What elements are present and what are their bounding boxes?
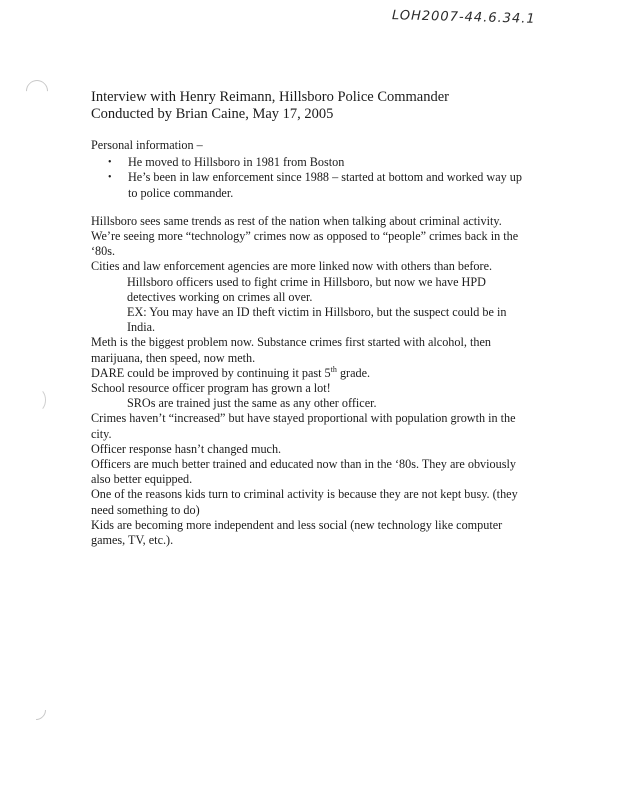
title-block: [91, 89, 449, 123]
bullet-icon: •: [108, 157, 112, 169]
paragraph: One of the reasons kids turn to criminal activity is because they are not kept busy. (they need something to do): [91, 487, 518, 517]
list-item-text: He’s been in law enforcement since 1988 – started at bottom and worked way up to police commander.: [128, 170, 522, 200]
paragraph: Crimes haven’t “increased” but have stayed proportional with population growth in the city.: [91, 411, 516, 441]
indented-paragraph: Hillsboro officers used to fight crime in Hillsboro, but now we have HPD detectives working on crimes all over.: [127, 274, 486, 304]
list-item: [108, 155, 531, 170]
paragraph: Meth is the biggest problem now. Substance crimes first started with alcohol, then marijuana, then speed, now meth.: [91, 335, 491, 365]
paragraph: [91, 366, 531, 381]
document-body: [91, 138, 531, 548]
paragraph: Officer response hasn’t changed much.: [91, 441, 282, 456]
paragraph: Officers are much better trained and educated now than in the ‘80s. They are obviously also better equipped.: [91, 457, 516, 487]
paragraph-text: grade.: [336, 365, 371, 380]
paragraph-text: DARE could be improved by continuing it past 5: [91, 365, 331, 380]
personal-info-label: Personal information –: [91, 138, 203, 152]
accession-number: LOH2007-44.6.34.1: [391, 8, 536, 27]
paragraph: Hillsboro sees same trends as rest of the nation when talking about criminal activity.: [91, 213, 502, 228]
punch-hole-mark: [22, 696, 50, 724]
document-subtitle: Conducted by Brian Caine, May 17, 2005: [91, 106, 334, 122]
punch-hole-mark: [21, 75, 52, 106]
list-item-text: He moved to Hillsboro in 1981 from Boston: [128, 155, 345, 170]
list-item: [108, 170, 531, 200]
punch-hole-mark: [28, 388, 46, 412]
personal-info-list: [91, 155, 531, 201]
paragraph: School resource officer program has grown a lot!: [91, 381, 331, 396]
bullet-icon: •: [108, 172, 112, 184]
indented-paragraph: SROs are trained just the same as any other officer.: [127, 396, 377, 411]
ordinal-superscript: th: [330, 364, 337, 374]
paragraph: Kids are becoming more independent and less social (new technology like computer games, TV, etc.).: [91, 517, 503, 548]
paragraph: We’re seeing more “technology” crimes now as opposed to “people” crimes back in the ‘80s.: [91, 229, 519, 259]
paragraph: Cities and law enforcement agencies are more linked now with others than before.: [91, 259, 493, 274]
indented-paragraph: EX: You may have an ID theft victim in Hillsboro, but the suspect could be in India.: [127, 305, 507, 335]
document-title: Interview with Henry Reimann, Hillsboro Police Commander: [91, 89, 449, 105]
